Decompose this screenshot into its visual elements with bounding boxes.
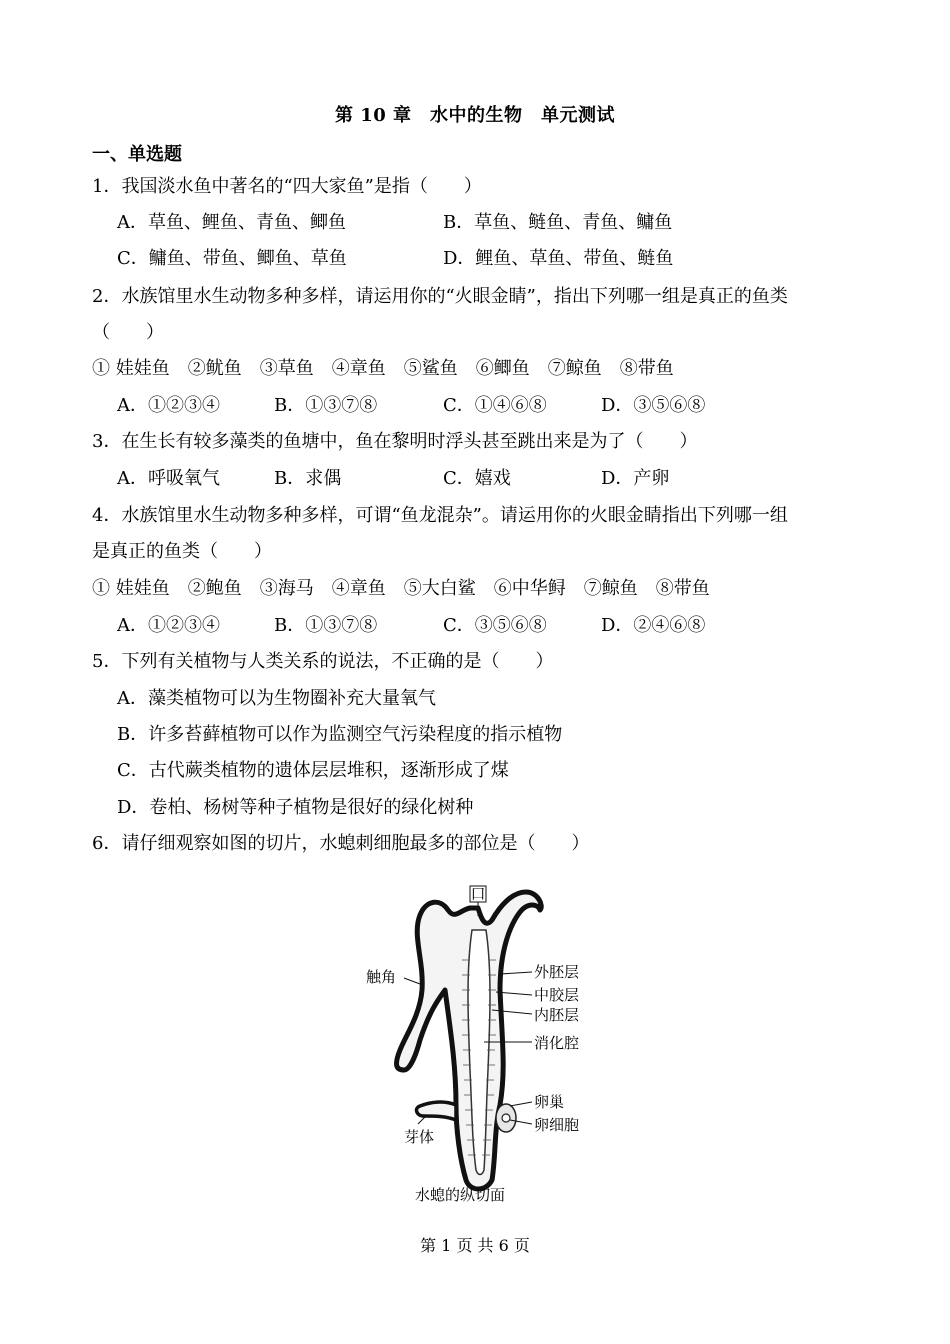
q1-option-d: D．鲤鱼、草鱼、带鱼、鲢鱼 [443,248,674,269]
label-ectoderm: 外胚层 [534,963,580,981]
q3-option-a: A．呼吸氧气 [117,468,220,489]
q2-option-c: C．①④⑥⑧ [443,395,547,416]
q5-option-d: D．卷柏、杨树等种子植物是很好的绿化树种 [117,797,474,818]
q4-option-a: A．①②③④ [117,615,220,636]
q5-option-a: A．藻类植物可以为生物圈补充大量氧气 [117,688,436,709]
q2-option-d: D．③⑤⑥⑧ [601,395,706,416]
question-5-stem: 5．下列有关植物与人类关系的说法，不正确的是（ ） [92,651,554,672]
question-4-items: ① 娃娃鱼 ②鲍鱼 ③海马 ④章鱼 ⑤大白鲨 ⑥中华鲟 ⑦鲸鱼 ⑧带鱼 [92,578,710,599]
q4-option-b: B．①③⑦⑧ [274,615,378,636]
question-1-stem: 1．我国淡水鱼中著名的“四大家鱼”是指（ ） [92,176,482,197]
question-2-stem: 2．水族馆里水生动物多种多样，请运用你的“火眼金睛”，指出下列哪一组是真正的鱼类 [92,286,788,307]
label-egg: 卵细胞 [534,1116,580,1134]
question-2-stem-cont: （ ） [92,322,164,343]
q2-option-a: A．①②③④ [117,395,220,416]
question-3-stem: 3．在生长有较多藻类的鱼塘中，鱼在黎明时浮头甚至跳出来是为了（ ） [92,431,698,452]
label-cavity: 消化腔 [534,1034,580,1052]
hydra-bud [417,1102,456,1120]
q5-option-c: C．古代蕨类植物的遗体层层堆积，逐渐形成了煤 [117,760,509,781]
section-heading: 一、单选题 [92,144,182,165]
q5-option-b: B．许多苔藓植物可以作为监测空气污染程度的指示植物 [117,724,563,745]
label-tentacle: 触角 [366,968,397,986]
q2-option-b: B．①③⑦⑧ [274,395,378,416]
q1-option-c: C．鳙鱼、带鱼、鲫鱼、草鱼 [117,248,347,269]
q3-option-d: D．产卵 [601,468,670,489]
hydra-section-figure [360,880,600,1210]
label-endoderm: 内胚层 [534,1006,580,1024]
figure-caption: 水螅的纵切面 [414,1186,506,1204]
q3-option-c: C．嬉戏 [443,468,511,489]
question-6-stem: 6．请仔细观察如图的切片，水螅刺细胞最多的部位是（ ） [92,833,590,854]
page-title: 第 10 章 水中的生物 单元测试 [334,105,616,126]
q4-option-d: D．②④⑥⑧ [601,615,706,636]
hydra-egg-cell [502,1114,510,1122]
page-footer: 第 1 页 共 6 页 [420,1236,530,1255]
label-mesoglea: 中胶层 [534,986,580,1004]
q4-option-c: C．③⑤⑥⑧ [443,615,547,636]
q3-option-b: B．求偶 [274,468,342,489]
question-2-items: ① 娃娃鱼 ②鱿鱼 ③草鱼 ④章鱼 ⑤鲨鱼 ⑥鲫鱼 ⑦鲸鱼 ⑧带鱼 [92,358,674,379]
question-4-stem-cont: 是真正的鱼类（ ） [92,541,272,562]
q1-option-a: A．草鱼、鲤鱼、青鱼、鲫鱼 [117,212,346,233]
label-ovary: 卵巢 [534,1093,565,1111]
question-4-stem: 4．水族馆里水生动物多种多样，可谓“鱼龙混杂”。请运用你的火眼金睛指出下列哪一组 [92,505,788,526]
label-mouth: 口 [470,885,486,903]
q1-option-b: B．草鱼、鲢鱼、青鱼、鳙鱼 [443,212,673,233]
label-bud: 芽体 [404,1128,435,1146]
